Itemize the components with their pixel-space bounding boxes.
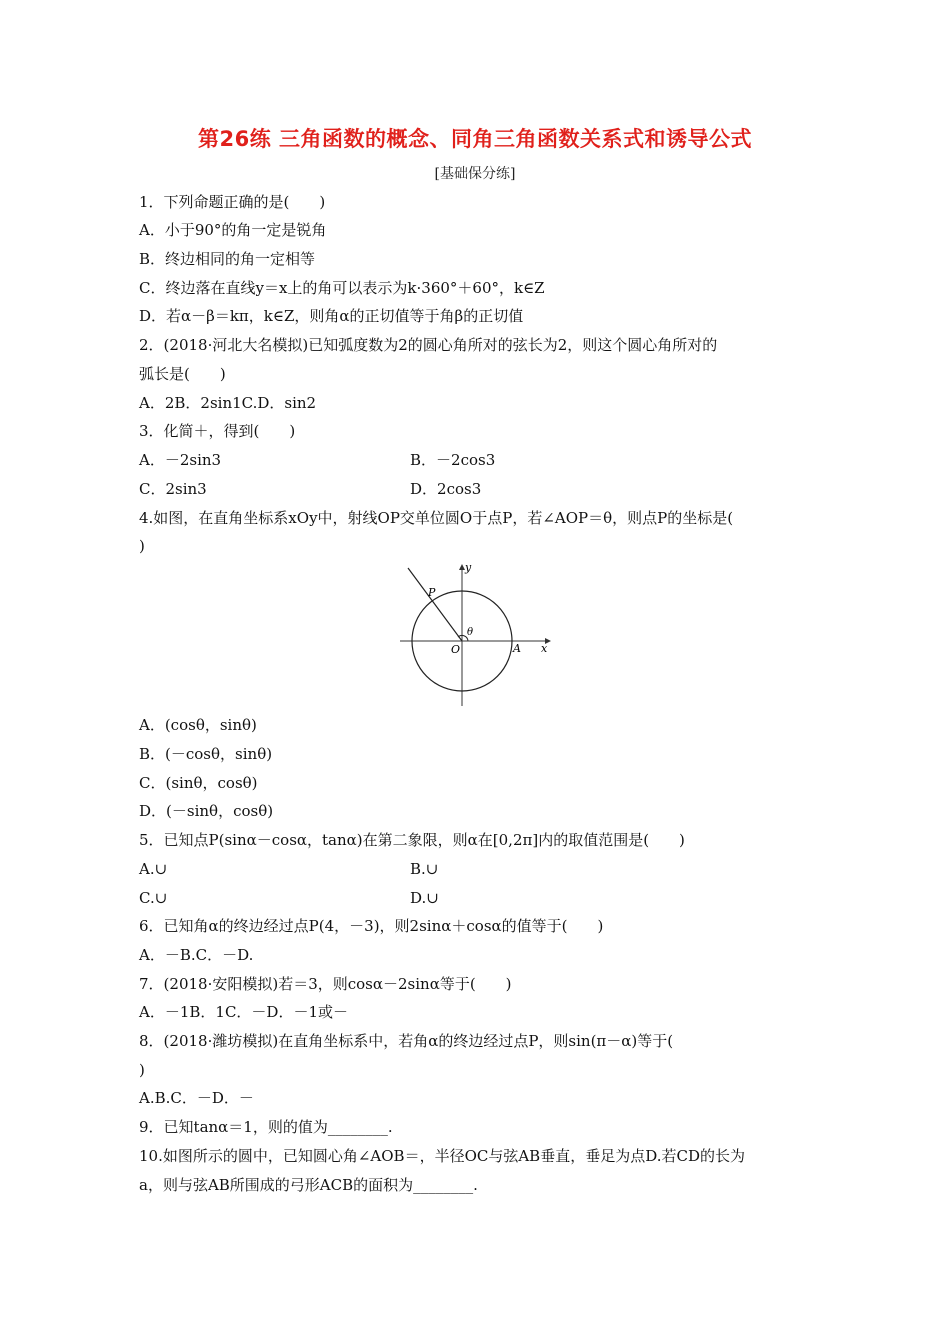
q1-stem: 1．下列命题正确的是( ) [139,193,326,211]
q6-stem: 6．已知角α的终边经过点P(4，－3)，则2sinα＋cosα的值等于( ) [139,917,604,935]
q7-stem: 7．(2018·安阳模拟)若＝3，则cosα－2sinα等于( ) [139,975,512,993]
q2-options: A．2B．2sin1C.D．sin2 [139,394,317,412]
q2-stem-line1: 2．(2018·河北大名模拟)已知弧度数为2的圆心角所对的弦长为2，则这个圆心角所对的 [139,336,718,354]
q4-stem-line2: ) [139,537,145,555]
q5-stem: 5．已知点P(sinα－cosα，tanα)在第二象限，则α在[0,2π]内的取值范围是( ) [139,831,685,849]
section-subtitle: [基础保分练] [434,166,516,182]
fig-label-y: y [465,562,472,574]
q10-stem-line1: 10.如图所示的圆中，已知圆心角∠AOB＝，半径OC与弦AB垂直，垂足为点D.若CD的长为 [139,1147,745,1165]
q4-option-a: A．(cosθ，sinθ) [139,716,257,734]
q1-option-d: D．若α－β＝kπ，k∈Z，则角α的正切值等于角β的正切值 [139,307,524,325]
q5-option-b: B.∪ [410,860,439,878]
fig-label-a: A [513,642,521,655]
q1-option-a: A．小于90°的角一定是锐角 [139,221,327,239]
q7-options: A．－1B．1C．－D．－1或－ [139,1003,348,1021]
q3-option-a: A．－2sin3 [139,451,222,469]
q8-stem-line2: ) [139,1061,145,1079]
q3-option-b: B．－2cos3 [410,451,496,469]
page-title: 第26练 三角函数的概念、同角三角函数关系式和诱导公式 [197,127,753,151]
q3-option-d: D．2cos3 [410,480,482,498]
unit-circle-figure [395,562,555,708]
q8-stem-line1: 8．(2018·潍坊模拟)在直角坐标系中，若角α的终边经过点P，则sin(π－α)等于( [139,1032,674,1050]
q3-option-c: C．2sin3 [139,480,207,498]
fig-label-theta: θ [467,627,474,638]
q9-stem: 9．已知tanα＝1，则的值为________. [139,1118,393,1136]
ray-op [408,568,462,641]
fig-label-p: P [428,586,436,599]
q1-option-c: C．终边落在直线y＝x上的角可以表示为k·360°＋60°，k∈Z [139,279,545,297]
q3-stem: 3．化简＋，得到( ) [139,422,296,440]
q2-stem-line2: 弧长是( ) [139,365,226,383]
q5-option-d: D.∪ [410,889,439,907]
q8-options: A.B.C．－D．－ [139,1089,254,1107]
q4-option-c: C．(sinθ，cosθ) [139,774,258,792]
q10-stem-line2: a，则与弦AB所围成的弓形ACB的面积为________. [139,1176,478,1194]
q1-option-b: B．终边相同的角一定相等 [139,250,316,268]
q4-option-d: D．(－sinθ，cosθ) [139,802,274,820]
fig-label-o: O [451,643,461,656]
fig-label-x: x [541,642,548,655]
q5-option-a: A.∪ [139,860,168,878]
q4-option-b: B．(－cosθ，sinθ) [139,745,273,763]
q6-options: A．－B.C．－D. [139,946,254,964]
q4-stem-line1: 4.如图，在直角坐标系xOy中，射线OP交单位圆O于点P，若∠AOP＝θ，则点P的坐标是( [139,509,734,527]
q5-option-c: C.∪ [139,889,168,907]
